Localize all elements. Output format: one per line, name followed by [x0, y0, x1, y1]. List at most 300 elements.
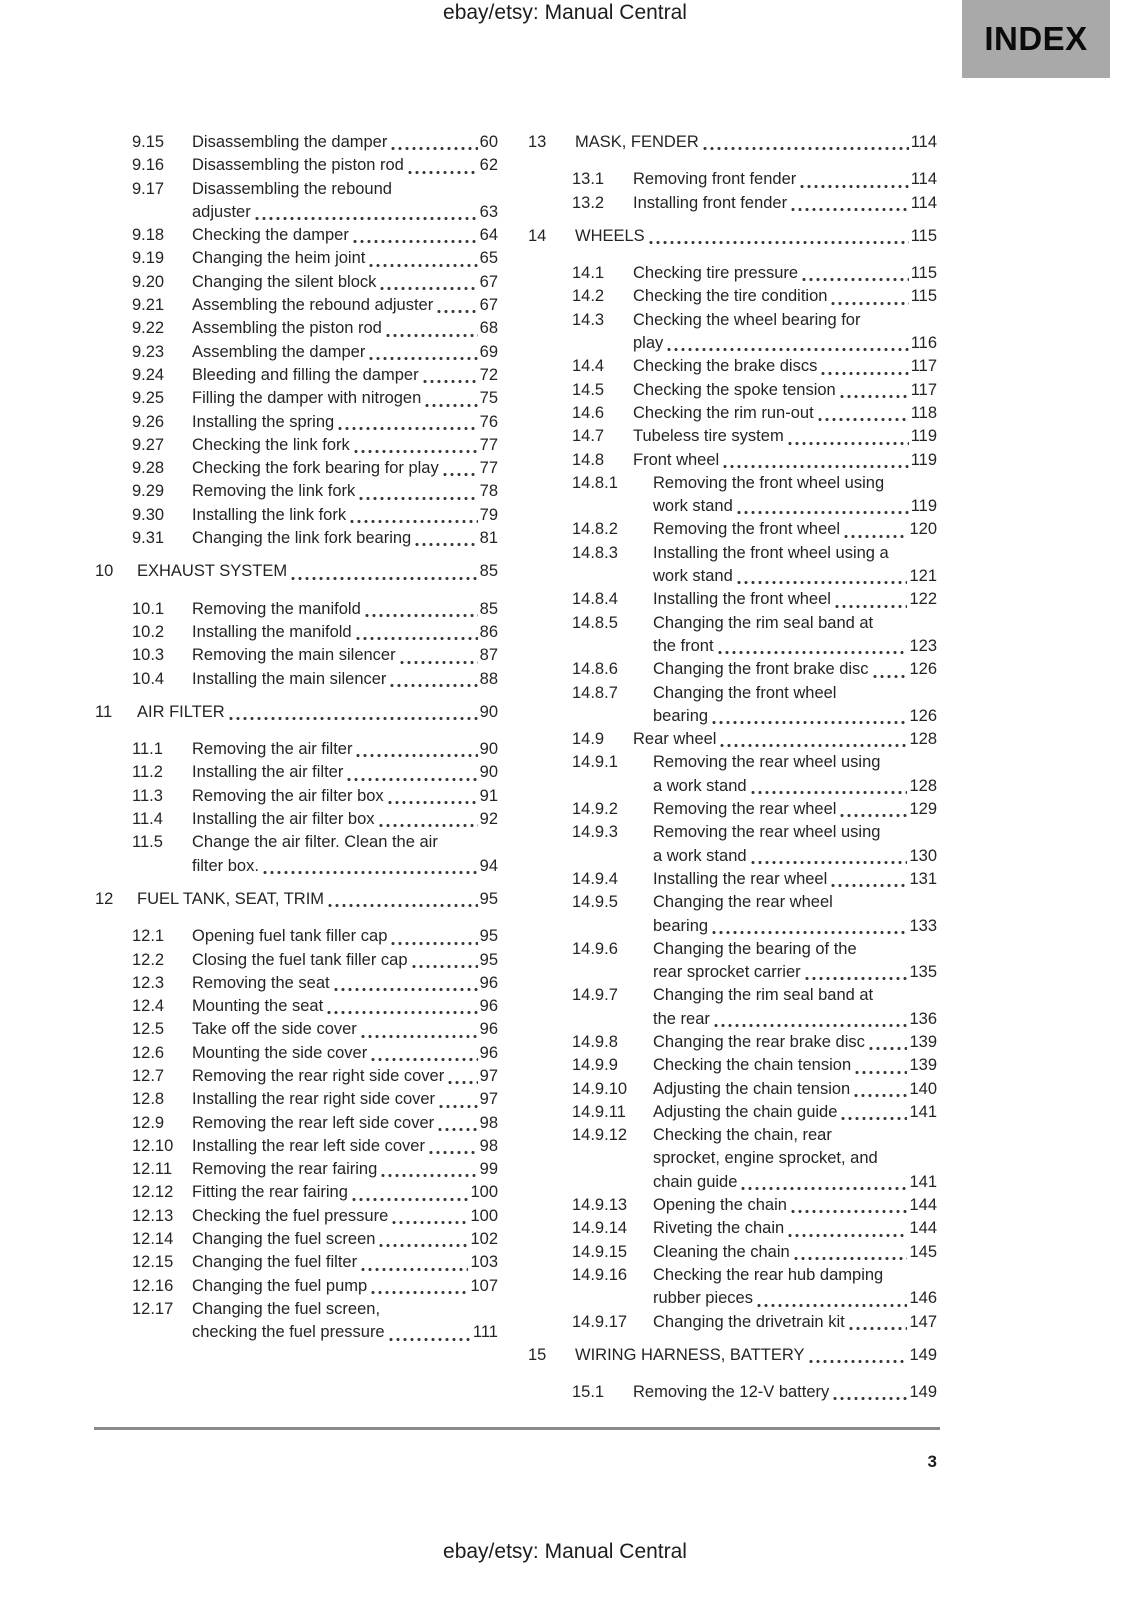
- toc-entry-page: 114: [910, 193, 937, 212]
- dot-leader: [361, 1034, 478, 1039]
- toc-entry-page: 141: [909, 1172, 937, 1191]
- toc-entry-last-line: [137, 701, 498, 724]
- toc-entry-page: 131: [909, 869, 937, 888]
- toc-entry-body: [653, 1311, 937, 1334]
- toc-entry: [95, 527, 498, 550]
- toc-entry-page: 95: [479, 950, 498, 969]
- dot-leader: [791, 207, 909, 212]
- toc-entry-title: the rear: [653, 1009, 710, 1028]
- toc-entry-last-line: [192, 1018, 498, 1041]
- toc-entry-last-line: [575, 225, 937, 248]
- toc-entry: [95, 1112, 498, 1135]
- toc-entry: [95, 1181, 498, 1204]
- toc-entry: [528, 131, 937, 154]
- dot-leader: [429, 1150, 478, 1155]
- toc-entry-last-line: [192, 621, 498, 644]
- toc-entry-number: 12.15: [132, 1253, 174, 1272]
- toc-entry-title: checking the fuel pressure: [192, 1323, 385, 1342]
- toc-entry-number: 15.1: [572, 1383, 605, 1402]
- dot-leader: [423, 379, 478, 384]
- toc-entry-body: [192, 1018, 498, 1041]
- toc-entry: [528, 168, 937, 191]
- toc-entry-body: [192, 1135, 498, 1158]
- toc-entry-last-line: [653, 915, 937, 938]
- toc-entry-number: 14.8.5: [572, 613, 618, 632]
- toc-entry-last-line: [653, 1194, 937, 1217]
- toc-entry-number: 14.2: [572, 287, 605, 306]
- toc-entry-title: MASK, FENDER: [575, 133, 699, 151]
- toc-entry-title: Removing the rear left side cover: [192, 1113, 435, 1132]
- toc-entry-body: [192, 785, 498, 808]
- toc-entry-page: 115: [910, 226, 937, 245]
- toc-entry-page: 146: [909, 1289, 937, 1308]
- toc-entry-title: EXHAUST SYSTEM: [137, 562, 288, 581]
- toc-entry-body: [192, 598, 498, 621]
- toc-entry-body: [653, 1194, 937, 1217]
- toc-entry-page: 119: [910, 450, 937, 469]
- toc-entry-number: 14.9.6: [572, 939, 618, 958]
- toc-entry-body: [192, 1181, 498, 1204]
- toc-entry-number: 12.17: [132, 1299, 174, 1318]
- toc-entry-number: 11.1: [132, 740, 163, 759]
- toc-left-column: [95, 131, 498, 1345]
- dot-leader: [392, 1220, 468, 1225]
- toc-entry-page: 90: [479, 740, 498, 759]
- dot-leader: [873, 674, 908, 679]
- toc-entry-page: 98: [479, 1136, 498, 1155]
- toc-entry: [95, 224, 498, 247]
- toc-entry-page: 94: [479, 856, 498, 875]
- toc-entry: [95, 1158, 498, 1181]
- toc-entry-last-line: [192, 855, 498, 878]
- toc-entry-title: Removing the air filter: [192, 740, 353, 759]
- toc-entry-title: play: [633, 334, 664, 353]
- toc-entry-title: adjuster: [192, 202, 251, 221]
- toc-entry: [95, 949, 498, 972]
- toc-entry-title: Assembling the rebound adjuster: [192, 296, 434, 315]
- toc-entry-body: [653, 658, 937, 681]
- toc-entry-number: 14.8: [572, 450, 605, 469]
- toc-entry-page: 97: [479, 1066, 498, 1085]
- toc-entry-body: [137, 560, 498, 583]
- toc-entry: [95, 972, 498, 995]
- toc-entry-page: 129: [909, 800, 937, 819]
- toc-entry-page: 72: [479, 365, 498, 384]
- dot-leader: [380, 286, 477, 291]
- toc-entry-number: 14.8.4: [572, 590, 618, 609]
- toc-entry-number: 14.5: [572, 380, 605, 399]
- toc-entry-last-line: [653, 775, 937, 798]
- toc-entry-number: 12.4: [132, 997, 165, 1016]
- toc-entry-page: 136: [909, 1009, 937, 1028]
- toc-entry-last-line: [653, 1311, 937, 1334]
- toc-entry-title: Removing the rear wheel: [653, 800, 837, 819]
- toc-entry: [95, 1251, 498, 1274]
- toc-entry-last-line: [192, 457, 498, 480]
- toc-entry-page: 78: [479, 482, 498, 501]
- toc-entry: [95, 995, 498, 1018]
- toc-entry-body: [653, 1241, 937, 1264]
- toc-entry-title: Changing the heim joint: [192, 249, 366, 268]
- toc-entry-last-line: [192, 294, 498, 317]
- toc-entry-number: 14.9.14: [572, 1219, 628, 1238]
- toc-entry-body: [192, 1298, 498, 1345]
- toc-entry-title: Checking the chain tension: [653, 1056, 852, 1075]
- toc-entry: [95, 1088, 498, 1111]
- toc-entry-last-line: [192, 1042, 498, 1065]
- toc-entry-title: Installing the spring: [192, 412, 335, 431]
- dot-leader: [667, 347, 908, 352]
- toc-entry-title: Changing the front brake disc: [653, 660, 869, 679]
- toc-entry: [528, 262, 937, 285]
- toc-entry-number: 14.9.5: [572, 893, 618, 912]
- page-footer-title: ebay/etsy: Manual Central: [443, 1540, 687, 1563]
- toc-entry: [95, 831, 498, 878]
- toc-entry-number: 14.9.10: [572, 1079, 628, 1098]
- toc-entry-body: [192, 995, 498, 1018]
- toc-entry-last-line: [633, 425, 937, 448]
- toc-entry: [95, 598, 498, 621]
- toc-entry-title: Installing front fender: [633, 193, 788, 212]
- toc-entry-number: 14.9.2: [572, 800, 618, 819]
- toc-entry-title: Changing the fuel screen: [192, 1230, 376, 1249]
- dot-leader: [751, 790, 908, 795]
- toc-entry-number: 9.30: [132, 505, 165, 524]
- toc-entry-title: Assembling the piston rod: [192, 319, 382, 338]
- toc-entry-last-line: [633, 402, 937, 425]
- toc-entry-last-line: [653, 961, 937, 984]
- toc-entry: [95, 738, 498, 761]
- toc-entry-body: [192, 504, 498, 527]
- toc-entry-title-line: Removing the front wheel using: [653, 473, 885, 492]
- toc-entry-page: 64: [479, 226, 498, 245]
- toc-entry-last-line: [653, 845, 937, 868]
- toc-entry-last-line: [192, 972, 498, 995]
- toc-entry: [528, 1217, 937, 1240]
- toc-entry-page: 96: [479, 1020, 498, 1039]
- toc-entry-page: 145: [909, 1242, 937, 1261]
- toc-entry: [528, 1344, 937, 1367]
- toc-entry-body: [192, 1065, 498, 1088]
- toc-entry-number: 10.1: [132, 599, 165, 618]
- toc-entry-title: Removing the seat: [192, 973, 330, 992]
- toc-entry: [95, 621, 498, 644]
- toc-entry-number: 12.1: [132, 927, 165, 946]
- toc-entry-body: [192, 1251, 498, 1274]
- toc-entry-body: [192, 247, 498, 270]
- toc-entry-title: Removing front fender: [633, 170, 797, 189]
- toc-entry-number: 9.17: [132, 179, 165, 198]
- toc-entry-number: 12.12: [132, 1183, 174, 1202]
- toc-entry-page: 75: [479, 389, 498, 408]
- toc-entry-number: 14.9.15: [572, 1242, 628, 1261]
- toc-entry-page: 76: [479, 412, 498, 431]
- toc-entry-last-line: [192, 949, 498, 972]
- toc-entry-number: 12.6: [132, 1043, 165, 1062]
- dot-leader: [354, 449, 478, 454]
- toc-entry-number: 12.11: [132, 1160, 173, 1179]
- dot-leader: [809, 1359, 908, 1364]
- toc-entry-title: Riveting the chain: [653, 1219, 785, 1238]
- toc-entry-body: [192, 1112, 498, 1135]
- toc-entry-page: 149: [909, 1383, 937, 1402]
- toc-entry: [95, 131, 498, 154]
- toc-entry-body: [192, 831, 498, 878]
- toc-entry-body: [653, 1124, 937, 1194]
- toc-entry-title: Mounting the seat: [192, 997, 324, 1016]
- toc-entry-number: 11.2: [132, 763, 163, 782]
- toc-entry-page: 62: [479, 156, 498, 175]
- toc-entry-title: bearing: [653, 706, 709, 725]
- toc-entry-last-line: [575, 1344, 937, 1367]
- dot-leader: [703, 146, 909, 151]
- dot-leader: [437, 309, 477, 314]
- toc-entry-title: Installing the link fork: [192, 505, 347, 524]
- toc-entry-page: 130: [909, 846, 937, 865]
- toc-entry-number: 9.19: [132, 249, 165, 268]
- toc-entry-title: Checking the fuel pressure: [192, 1206, 389, 1225]
- toc-entry-number: 12: [95, 889, 114, 908]
- toc-entry-title-line: Checking the chain, rear: [653, 1126, 832, 1145]
- toc-entry-page: 117: [910, 380, 937, 399]
- toc-entry-body: [653, 891, 937, 938]
- toc-entry-body: [653, 938, 937, 985]
- toc-entry-page: 68: [479, 319, 498, 338]
- toc-entry-last-line: [192, 504, 498, 527]
- toc-entry-last-line: [653, 565, 937, 588]
- toc-entry-body: [192, 668, 498, 691]
- dot-leader: [365, 613, 478, 618]
- toc-entry-page: 81: [479, 529, 498, 548]
- toc-entry-title: Changing the link fork bearing: [192, 529, 412, 548]
- toc-entry: [528, 309, 937, 356]
- toc-entry-body: [633, 728, 937, 751]
- toc-entry-title: Adjusting the chain tension: [653, 1079, 851, 1098]
- toc-entry-page: 103: [470, 1253, 498, 1272]
- toc-entry-last-line: [633, 449, 937, 472]
- toc-entry-body: [653, 612, 937, 659]
- toc-entry-last-line: [653, 1054, 937, 1077]
- toc-entry: [95, 701, 498, 724]
- toc-entry-title: Removing the rear right side cover: [192, 1066, 445, 1085]
- toc-entry-number: 14.8.6: [572, 660, 618, 679]
- dot-leader: [818, 417, 909, 422]
- toc-entry-page: 102: [470, 1230, 498, 1249]
- toc-entry-title: Installing the rear left side cover: [192, 1136, 425, 1155]
- toc-entry-title: Installing the rear right side cover: [192, 1090, 436, 1109]
- toc-entry-page: 133: [909, 916, 937, 935]
- toc-entry-last-line: [653, 1171, 937, 1194]
- footer-divider: [94, 1427, 940, 1430]
- toc-entry-last-line: [192, 738, 498, 761]
- toc-entry-title: a work stand: [653, 846, 747, 865]
- toc-entry-page: 96: [479, 1043, 498, 1062]
- toc-entry: [95, 925, 498, 948]
- toc-entry-number: 9.27: [132, 435, 165, 454]
- toc-entry-number: 14.8.7: [572, 683, 618, 702]
- toc-entry-number: 14.6: [572, 403, 605, 422]
- toc-entry-number: 14.9.9: [572, 1056, 618, 1075]
- dot-leader: [379, 1243, 468, 1248]
- dot-leader: [369, 356, 477, 361]
- toc-entry-title: Opening fuel tank filler cap: [192, 927, 388, 946]
- dot-leader: [844, 534, 907, 539]
- toc-entry-last-line: [192, 1321, 498, 1344]
- toc-entry-number: 14.8.1: [572, 473, 618, 492]
- dot-leader: [356, 636, 478, 641]
- toc-entry-page: 88: [479, 669, 498, 688]
- toc-entry-body: [575, 131, 937, 154]
- dot-leader: [263, 870, 478, 875]
- toc-entry-title: Checking the damper: [192, 226, 349, 245]
- toc-entry-last-line: [653, 658, 937, 681]
- toc-entry: [95, 1275, 498, 1298]
- toc-entry-last-line: [653, 588, 937, 611]
- dot-leader: [439, 1104, 478, 1109]
- toc-entry-page: 135: [909, 963, 937, 982]
- toc-entry-last-line: [633, 192, 937, 215]
- toc-entry: [95, 294, 498, 317]
- toc-entry-body: [575, 1344, 937, 1367]
- toc-entry-body: [192, 178, 498, 225]
- toc-entry-title: Changing the rear brake disc: [653, 1032, 865, 1051]
- toc-entry-number: 14.4: [572, 357, 605, 376]
- toc-entry-last-line: [192, 1112, 498, 1135]
- dot-leader: [408, 170, 478, 175]
- toc-entry: [95, 888, 498, 911]
- toc-entry-number: 10.4: [132, 669, 165, 688]
- toc-entry-number: 12.16: [132, 1276, 174, 1295]
- toc-entry-last-line: [575, 131, 937, 154]
- toc-entry-body: [653, 798, 937, 821]
- dot-leader: [788, 1233, 907, 1238]
- toc-entry-last-line: [633, 332, 937, 355]
- toc-entry-page: 114: [910, 170, 937, 189]
- toc-entry-page: 100: [470, 1206, 498, 1225]
- toc-entry-number: 11.3: [132, 786, 163, 805]
- toc-entry: [95, 1228, 498, 1251]
- dot-leader: [389, 1337, 471, 1342]
- toc-entry-body: [653, 751, 937, 798]
- toc-entry-body: [633, 355, 937, 378]
- toc-entry-body: [653, 542, 937, 589]
- toc-entry: [95, 668, 498, 691]
- toc-entry-page: 67: [479, 272, 498, 291]
- toc-entry-page: 126: [909, 660, 937, 679]
- toc-entry-page: 140: [909, 1079, 937, 1098]
- toc-entry-page: 85: [479, 599, 498, 618]
- toc-entry-number: 14.3: [572, 310, 605, 329]
- toc-entry-number: 12.14: [132, 1230, 174, 1249]
- toc-entry: [528, 938, 937, 985]
- toc-entry-title: work stand: [653, 497, 733, 516]
- toc-entry-title: Checking the link fork: [192, 435, 350, 454]
- toc-entry-number: 9.22: [132, 319, 165, 338]
- toc-entry: [95, 808, 498, 831]
- toc-entry-page: 117: [910, 357, 937, 376]
- toc-entry: [95, 1042, 498, 1065]
- toc-entry-number: 14.9.11: [572, 1102, 626, 1121]
- dot-leader: [849, 1326, 908, 1331]
- dot-leader: [718, 650, 908, 655]
- toc-entry-body: [192, 949, 498, 972]
- toc-entry: [528, 984, 937, 1031]
- toc-entry: [528, 658, 937, 681]
- toc-entry-page: 100: [470, 1183, 498, 1202]
- toc-entry-last-line: [192, 341, 498, 364]
- toc-entry-page: 115: [910, 287, 937, 306]
- toc-entry-title: a work stand: [653, 776, 747, 795]
- dot-leader: [791, 1209, 908, 1214]
- toc-entry-title: Installing the front wheel: [653, 590, 831, 609]
- toc-entry-title: Checking the brake discs: [633, 357, 818, 376]
- toc-entry-last-line: [633, 355, 937, 378]
- toc-entry: [95, 1018, 498, 1041]
- toc-entry-title: Checking tire pressure: [633, 264, 799, 283]
- toc-entry-number: 11.4: [132, 810, 163, 829]
- dot-leader: [391, 941, 477, 946]
- toc-entry-body: [192, 434, 498, 457]
- page-header-title: ebay/etsy: Manual Central: [443, 1, 687, 24]
- toc-entry-title: Cleaning the chain: [653, 1242, 790, 1261]
- toc-entry-last-line: [192, 1088, 498, 1111]
- dot-leader: [356, 753, 477, 758]
- dot-leader: [723, 464, 908, 469]
- toc-entry-last-line: [192, 224, 498, 247]
- toc-entry-body: [137, 888, 498, 911]
- dot-leader: [448, 1080, 477, 1085]
- dot-leader: [840, 813, 907, 818]
- toc-entry-last-line: [192, 598, 498, 621]
- toc-entry-number: 14.9.7: [572, 986, 618, 1005]
- toc-entry-body: [633, 309, 937, 356]
- toc-entry-title: Tubeless tire system: [633, 427, 784, 446]
- toc-entry-number: 15: [528, 1345, 547, 1364]
- toc-entry-body: [653, 1054, 937, 1077]
- toc-entry-title: the front: [653, 636, 714, 655]
- toc-entry-body: [653, 1217, 937, 1240]
- dot-leader: [353, 239, 478, 244]
- toc-entry-title-line: Installing the front wheel using a: [653, 543, 889, 562]
- toc-entry-title: Installing the rear wheel: [653, 869, 828, 888]
- toc-entry-number: 14.9.16: [572, 1265, 628, 1284]
- dot-leader: [831, 883, 907, 888]
- toc-entry: [528, 225, 937, 248]
- toc-entry-body: [653, 518, 937, 541]
- toc-entry-page: 60: [479, 133, 498, 151]
- toc-entry-page: 85: [479, 562, 498, 581]
- toc-entry-body: [633, 285, 937, 308]
- toc-entry-body: [192, 271, 498, 294]
- toc-entry-title: Rear wheel: [633, 730, 717, 749]
- toc-entry: [528, 402, 937, 425]
- toc-entry-body: [192, 457, 498, 480]
- toc-entry-title: Removing the air filter box: [192, 786, 384, 805]
- toc-entry-number: 14.9.12: [572, 1126, 628, 1145]
- toc-entry: [95, 560, 498, 583]
- toc-entry-title: Mounting the side cover: [192, 1043, 368, 1062]
- toc-entry-page: 86: [479, 622, 498, 641]
- toc-entry-number: 9.18: [132, 226, 165, 245]
- toc-entry-title: Fitting the rear fairing: [192, 1183, 348, 1202]
- dot-leader: [352, 1197, 469, 1202]
- toc-entry-title: FUEL TANK, SEAT, TRIM: [137, 889, 325, 908]
- toc-entry: [528, 1031, 937, 1054]
- toc-entry-last-line: [192, 154, 498, 177]
- toc-entry-page: 123: [909, 636, 937, 655]
- toc-entry-body: [192, 411, 498, 434]
- dot-leader: [737, 580, 908, 585]
